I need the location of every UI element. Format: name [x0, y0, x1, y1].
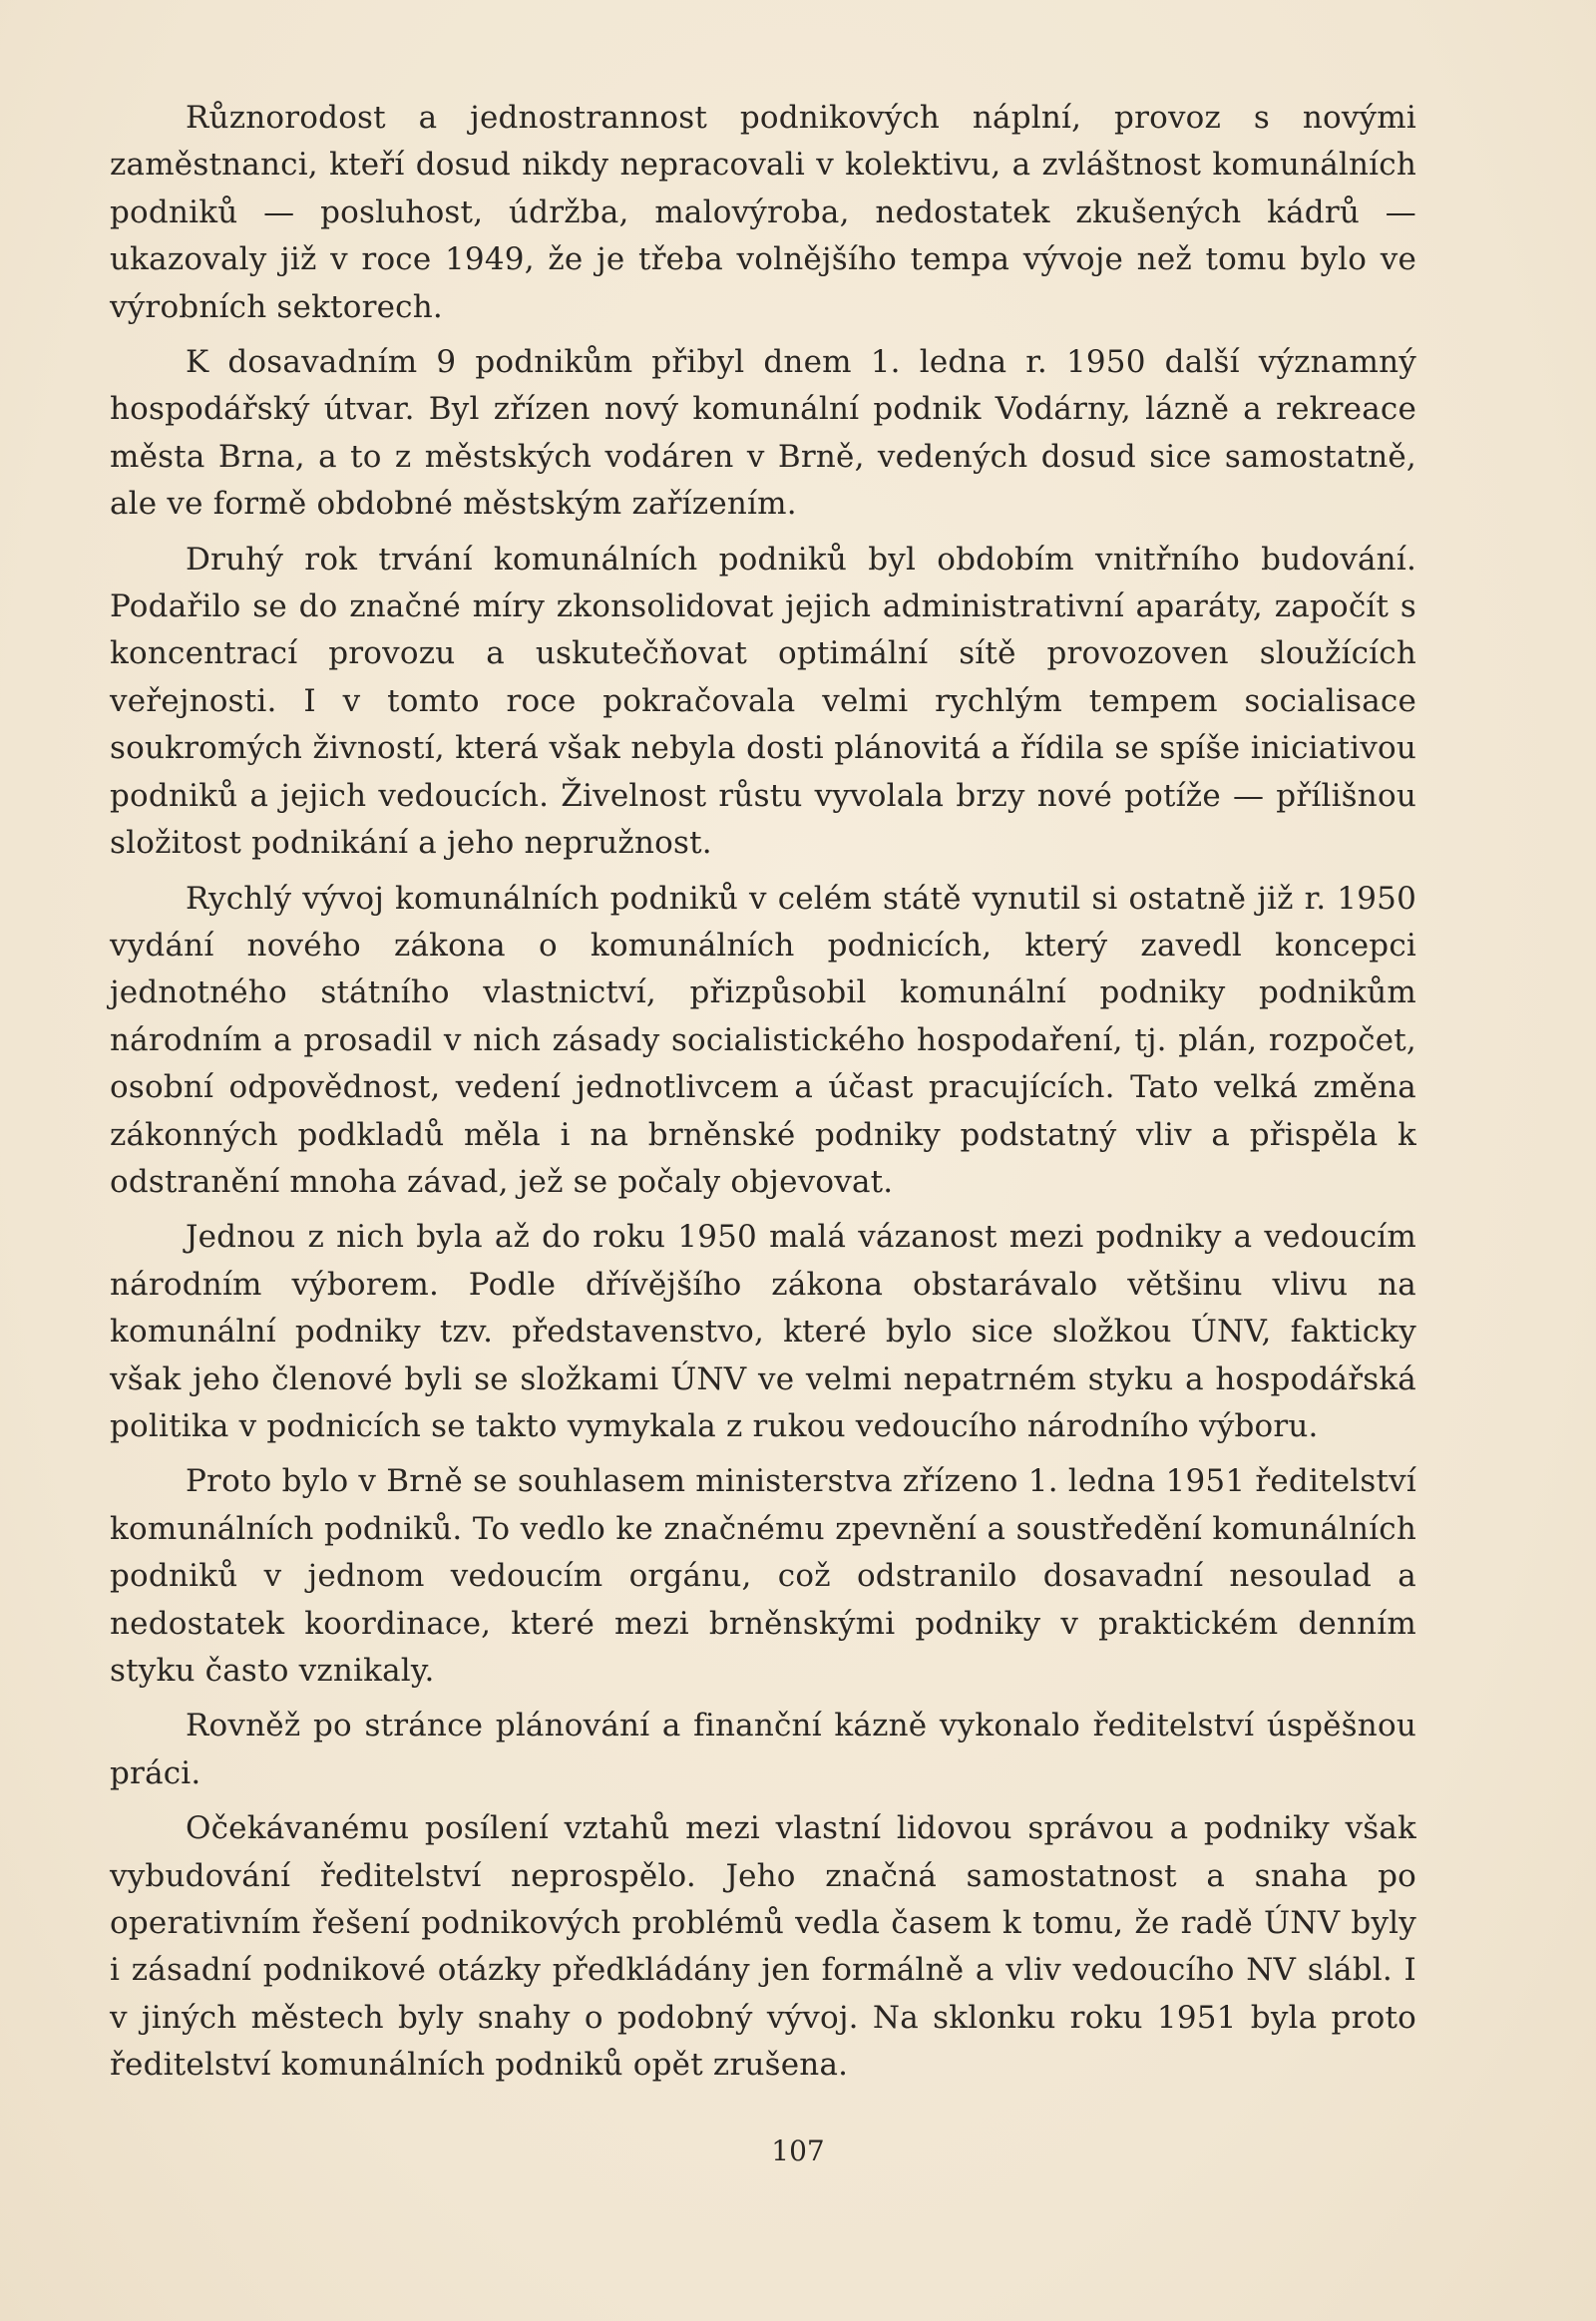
paragraph-3: Druhý rok trvání komunálních podniků byl obdobím vnitřního budování. Podařilo se do značné míry zkonsolidovat jejich administrativní aparáty, započít s koncentrací provozu a uskutečňovat optimální sítě provozoven sloužících veřejnosti. I v tomto roce pokračovala velmi rychlým tempem socialisace soukromých živností, která však nebyla dosti plánovitá a řídila se spíše iniciativou podniků a jejich vedoucích. Živelnost růstu vyvolala brzy nové potíže — přílišnou složitost podnikání a jeho nepružnost. — [110, 541, 1416, 862]
paragraph-4: Rychlý vývoj komunálních podniků v celém státě vynutil si ostatně již r. 1950 vydání nového zákona o komunálních podnicích, který zavedl koncepci jednotného státního vlastnictví, přizpůsobil komunální podniky podnikům národním a prosadil v nich zásady socialistického hospodaření, tj. plán, rozpočet, osobní odpovědnost, vedení jednotlivcem a účast pracujících. Tato velká změna zákonných podkladů měla i na brněnské podniky podstatný vliv a přispěla k odstranění mnoha závad, jež se počaly objevovat. — [110, 880, 1416, 1200]
paragraph-1: Různorodost a jednostrannost podnikových náplní, provoz s novými zaměstnanci, kteří dosud nikdy nepracovali v kolektivu, a zvláštnost komunálních podniků — posluhost, údržba, malovýroba, nedostatek zkušených kádrů — ukazovaly již v roce 1949, že je třeba volnějšího tempa vývoje než tomu bylo ve výrobních sektorech. — [110, 100, 1416, 325]
paragraph-2: K dosavadním 9 podnikům přibyl dnem 1. ledna r. 1950 další významný hospodářský útvar. Byl zřízen nový komunální podnik Vodárny, lázně a rekreace města Brna, a to z městských vodáren v Brně, vedených dosud sice samostatně, ale ve formě obdobné městským zařízením. — [110, 344, 1416, 523]
paragraph-5: Jednou z nich byla až do roku 1950 malá vázanost mezi podniky a vedoucím národním výborem. Podle dřívějšího zákona obstarávalo většinu vlivu na komunální podniky tzv. představenstvo, které bylo sice složkou ÚNV, fakticky však jeho členové byli se složkami ÚNV ve velmi nepatrném styku a hospodářská politika v podnicích se takto vymykala z rukou vedoucího národního výboru. — [110, 1219, 1416, 1444]
paragraph-8: Očekávanému posílení vztahů mezi vlastní lidovou správou a podniky však vybudování ředitelství neprospělo. Jeho značná samostatnost a snaha po operativním řešení podnikových problémů vedla časem k tomu, že radě ÚNV byly i zásadní podnikové otázky předkládány jen formálně a vliv vedoucího NV slábl. I v jiných městech byly snahy o podobný vývoj. Na sklonku roku 1951 byla proto ředitelství komunálních podniků opět zrušena. — [110, 1810, 1416, 2084]
paragraph-6: Proto bylo v Brně se souhlasem ministerstva zřízeno 1. ledna 1951 ředitelství komunálních podniků. To vedlo ke značnému zpevnění a soustředění komunálních podniků v jednom vedoucím orgánu, což odstranilo dosavadní nesoulad a nedostatek koordinace, které mezi brněnskými podniky v praktickém denním styku často vznikaly. — [110, 1463, 1416, 1689]
page-number: 107 — [771, 2134, 825, 2167]
paragraph-7: Rovněž po stránce plánování a finanční kázně vykonalo ředitelství úspěšnou práci. — [110, 1708, 1416, 1791]
body-text — [110, 95, 1416, 2098]
